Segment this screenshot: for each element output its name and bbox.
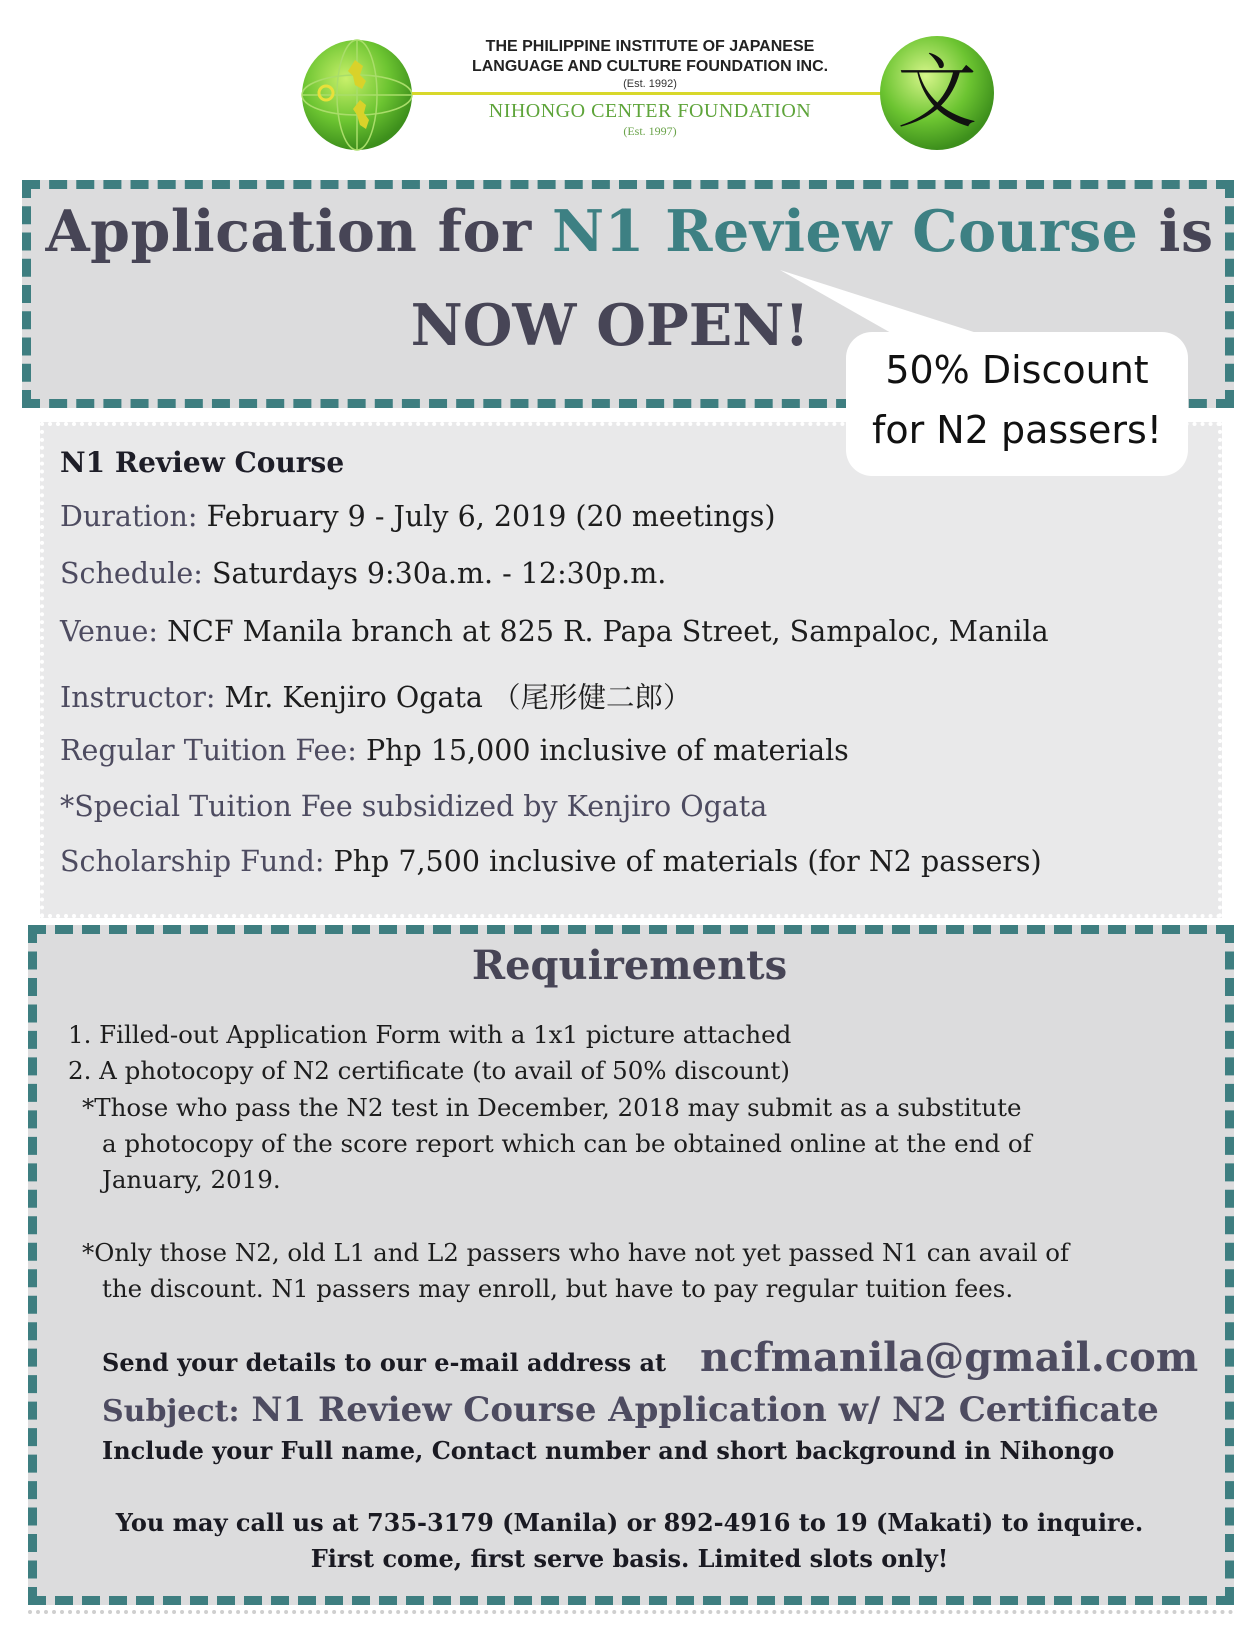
detail-duration [60, 500, 776, 533]
requirements-title: Requirements [471, 942, 788, 989]
email-subject [102, 1390, 1159, 1430]
regular-fee-value: Php 15,000 inclusive of materials [356, 734, 849, 767]
requirement-item-1: 1. Filled-out Application Form with a 1x1 picture attached [68, 1020, 792, 1049]
detail-schedule [60, 557, 666, 590]
instructor-value: Mr. Kenjiro Ogata （尾形健二郎） [215, 681, 692, 714]
course-details-panel [40, 422, 1222, 918]
email-address-link[interactable]: ncfmanila@gmail.com [700, 1334, 1199, 1381]
org-est-1992: (Est. 1992) [623, 78, 677, 90]
requirement-note-2-line1: *Only those N2, old L1 and L2 passers who have not yet passed N1 can avail of [82, 1238, 1070, 1267]
call-inquire-text: You may call us at 735-3179 (Manila) or 892-4916 to 19 (Makati) to inquire. [115, 1508, 1144, 1537]
regular-fee-label: Regular Tuition Fee: [60, 734, 357, 767]
duration-value: February 9 - July 6, 2019 (20 meetings) [197, 500, 776, 533]
page-title [0, 198, 1259, 265]
requirement-note-1-line3: January, 2019. [102, 1165, 281, 1194]
subject-value: N1 Review Course Application w/ N2 Certificate [239, 1390, 1159, 1430]
kanji-glyph: 文 [897, 46, 977, 139]
requirement-note-2-line2: the discount. N1 passers may enroll, but have to pay regular tuition fees. [102, 1274, 1014, 1303]
detail-scholarship [60, 845, 1042, 878]
page-title-now-open: NOW OPEN! [410, 292, 810, 359]
requirement-note-1-line2: a photocopy of the score report which can be obtained online at the end of [102, 1129, 1032, 1158]
schedule-label: Schedule: [60, 557, 203, 590]
bottom-dotted-divider [28, 1610, 1234, 1628]
discount-line2: for N2 passers! [871, 408, 1163, 452]
title-accent: N1 Review Course [552, 198, 1139, 265]
detail-special-fee-note: *Special Tuition Fee subsidized by Kenjiro Ogata [60, 790, 768, 823]
org-est-1997: (Est. 1997) [623, 124, 677, 138]
schedule-value: Saturdays 9:30a.m. - 12:30p.m. [202, 557, 667, 590]
requirement-item-2: 2. A photocopy of N2 certificate (to avail of 50% discount) [68, 1056, 790, 1085]
org-name-line1: THE PHILIPPINE INSTITUTE OF JAPANESE [485, 38, 815, 55]
send-details-text: Send your details to our e-mail address at [102, 1348, 667, 1377]
discount-text [846, 340, 1188, 460]
instructor-label: Instructor: [60, 681, 216, 714]
logo-connector-line [412, 92, 882, 95]
scholarship-label: Scholarship Fund: [60, 845, 325, 878]
title-part2: is [1138, 198, 1214, 265]
subject-label: Subject: [102, 1394, 240, 1429]
venue-value: NCF Manila branch at 825 R. Papa Street, Sampaloc, Manila [158, 615, 1049, 648]
venue-label: Venue: [60, 615, 159, 648]
course-heading: N1 Review Course [60, 446, 345, 479]
detail-instructor [60, 675, 691, 716]
org-name-line2: LANGUAGE AND CULTURE FOUNDATION INC. [471, 58, 829, 75]
scholarship-value: Php 7,500 inclusive of materials (for N2 passers) [324, 845, 1042, 878]
duration-label: Duration: [60, 500, 198, 533]
include-details-text: Include your Full name, Contact number and short background in Nihongo [102, 1436, 1115, 1465]
globe-logo-icon [300, 38, 414, 152]
first-come-text: First come, first serve basis. Limited slots only! [310, 1544, 949, 1573]
detail-regular-fee [60, 734, 849, 767]
kanji-logo-icon [878, 34, 996, 152]
title-part1: Application for [45, 198, 553, 265]
nihongo-center-name: NIHONGO CENTER FOUNDATION [488, 100, 812, 122]
detail-venue [60, 615, 1049, 648]
discount-line1: 50% Discount [885, 348, 1149, 392]
requirement-note-1-line1: *Those who pass the N2 test in December, 2018 may submit as a substitute [82, 1093, 1022, 1122]
